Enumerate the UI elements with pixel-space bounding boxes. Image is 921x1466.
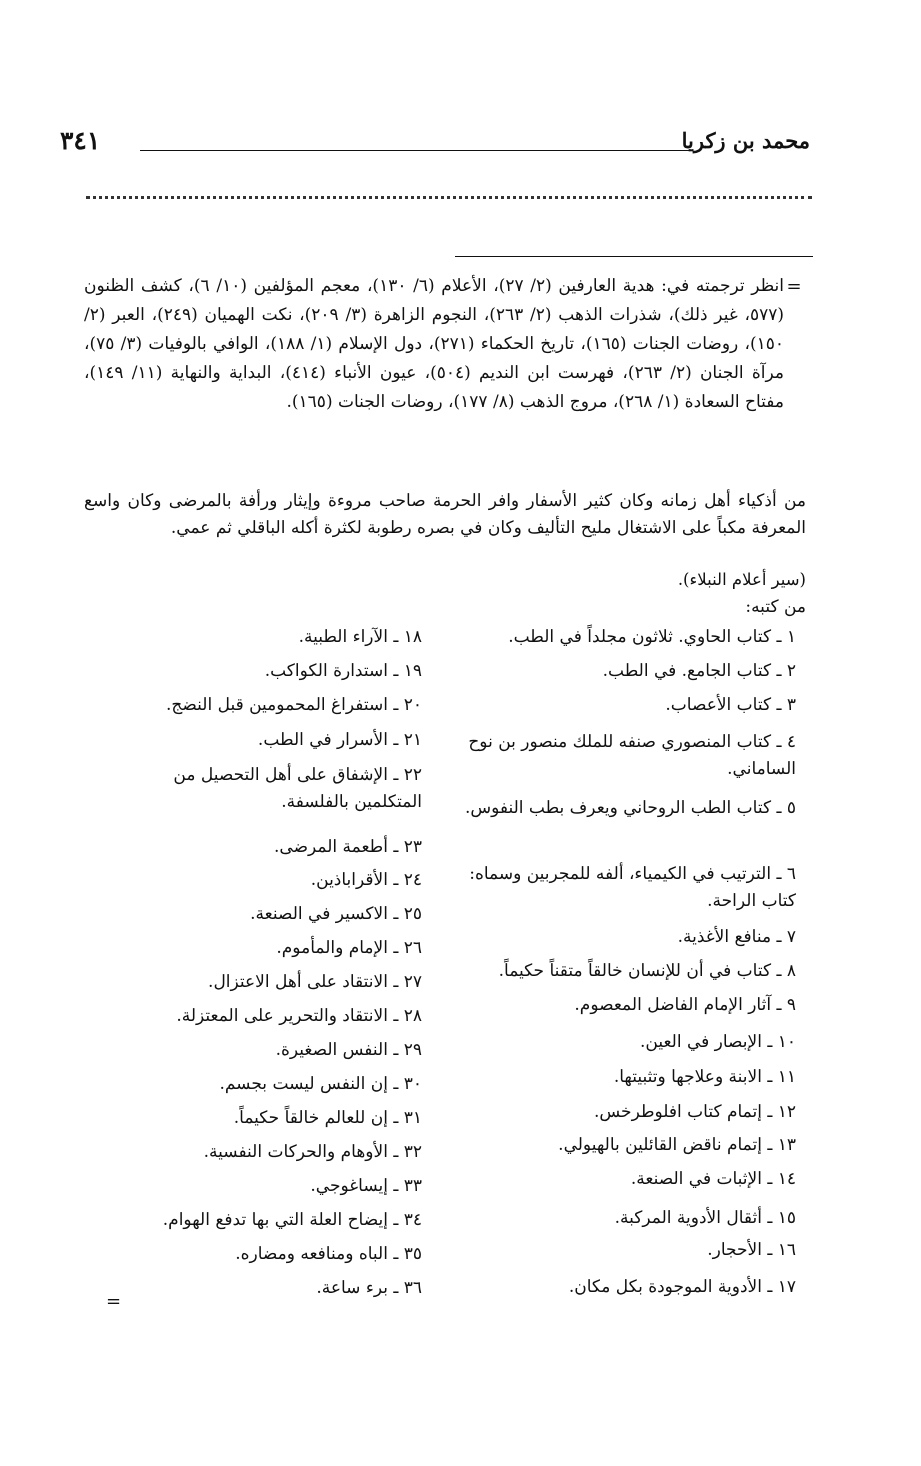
list-item: ٣٤ ـ إيضاح العلة التي بها تدفع الهوام. bbox=[162, 1210, 422, 1230]
list-item: ٢٣ ـ أطعمة المرضى. bbox=[274, 837, 422, 857]
list-item: ١٥ ـ أثقال الأدوية المركبة. bbox=[614, 1208, 796, 1228]
list-item: ٣٦ ـ برء ساعة. bbox=[316, 1278, 422, 1298]
list-item: ٩ ـ آثار الإمام الفاضل المعصوم. bbox=[574, 995, 796, 1015]
list-item: ٢١ ـ الأسرار في الطب. bbox=[257, 730, 422, 750]
list-item: ٨ ـ كتاب في أن للإنسان خالقاً متقناً حكيماً. bbox=[498, 961, 796, 981]
list-item: ٣١ ـ إن للعالم خالقاً حكيماً. bbox=[233, 1108, 422, 1128]
list-item: ١٢ ـ إتمام كتاب افلوطرخس. bbox=[593, 1102, 796, 1122]
list-item: ١١ ـ الابنة وعلاجها وتثبيتها. bbox=[613, 1067, 796, 1087]
list-item: ١٧ ـ الأدوية الموجودة بكل مكان. bbox=[568, 1277, 796, 1297]
running-header bbox=[60, 128, 810, 168]
list-item: ٢٩ ـ النفس الصغيرة. bbox=[275, 1040, 422, 1060]
list-item: ٢٨ ـ الانتقاد والتحرير على المعتزلة. bbox=[176, 1006, 422, 1026]
list-item: ٣٣ ـ إيساغوجي. bbox=[310, 1176, 422, 1196]
list-item: ١٦ ـ الأحجار. bbox=[707, 1240, 796, 1260]
footnote-references: انظر ترجمته في: هدية العارفين (٢/ ٢٧)، الأعلام (٦/ ١٣٠)، معجم المؤلفين (١٠/ ٦)، كشف الظنون (٥٧٧، غير ذلك)، شذرات الذهب (٢/ ٢٦٣)، النجوم الزاهرة (٣/ ٢٠٩)، نكت الهميان (٢٤٩)، العبر (٢/ ١٥٠)، روضات الجنات (١٦٥)، تاريخ الحكماء (٢٧١)، دول الإسلام (١/ ١٨٨)، الوافي بالوفيات (٣/ ٧٥)، مرآة الجنان (٢/ ٢٦٣)، فهرست ابن النديم (٥٠٤)، عيون الأنباء (٤١٤)، البداية والنهاية (١١/ ١٤٩)، مفتاح السعادة (١/ ٢٦٨)، مروج الذهب (٨/ ١٧٧)، روضات الجنات (١٦٥). bbox=[84, 276, 785, 412]
header-rule bbox=[140, 150, 692, 151]
list-item: ٢٦ ـ الإمام والمأموم. bbox=[276, 938, 422, 958]
list-item: ٢٥ ـ الاكسير في الصنعة. bbox=[250, 904, 422, 924]
list-item: ٣٥ ـ الباه ومنافعه ومضاره. bbox=[235, 1244, 422, 1264]
list-item: ٣٠ ـ إن النفس ليست بجسم. bbox=[219, 1074, 422, 1094]
list-item: ٧ ـ منافع الأغذية. bbox=[677, 927, 796, 947]
footnote-biography: من أذكياء أهل زمانه وكان كثير الأسفار وافر الحرمة صاحب مروءة وإيثار ورأفة بالمرضى وكان واسع المعرفة مكباً على الاشتغال مليح التأليف وكان في بصره رطوبة لكثرة أكله الباقلي ثم عمي. bbox=[84, 491, 806, 538]
footnote-rule bbox=[455, 256, 813, 257]
list-item: ٢٧ ـ الانتقاد على أهل الاعتزال. bbox=[208, 972, 422, 992]
list-item: ١٨ ـ الآراء الطبية. bbox=[298, 627, 422, 647]
list-item: ٢٠ ـ استفراغ المحمومين قبل النضج. bbox=[166, 695, 422, 715]
list-item: ١٩ ـ استدارة الكواكب. bbox=[264, 661, 422, 681]
list-item: ٣ ـ كتاب الأعصاب. bbox=[665, 695, 796, 715]
biography-source: (سير أعلام النبلاء). bbox=[677, 570, 806, 589]
list-item: ١٤ ـ الإثبات في الصنعة. bbox=[630, 1169, 796, 1189]
list-item: ٤ ـ كتاب المنصوري صنفه للملك منصور بن نوح الساماني. bbox=[468, 732, 796, 779]
list-item: ٦ ـ الترتيب في الكيمياء، ألفه للمجربين وسماه: كتاب الراحة. bbox=[469, 864, 796, 911]
continuation-marker: = bbox=[106, 1291, 122, 1312]
list-item: ٥ ـ كتاب الطب الروحاني ويعرف بطب النفوس. bbox=[464, 798, 796, 818]
list-item: ٢٢ ـ الإشفاق على أهل التحصيل من المتكلمين بالفلسفة. bbox=[173, 765, 422, 812]
running-title: محمد بن زكريا bbox=[681, 128, 810, 153]
list-item: ٢٤ ـ الأقراباذين. bbox=[310, 870, 422, 890]
works-heading: من كتبه: bbox=[745, 597, 806, 617]
dotted-separator bbox=[86, 196, 812, 199]
footnote-continuation-marker: = bbox=[786, 276, 802, 297]
list-item: ٣٢ ـ الأوهام والحركات النفسية. bbox=[203, 1142, 422, 1162]
list-item: ١ ـ كتاب الحاوي. ثلاثون مجلداً في الطب. bbox=[508, 627, 796, 647]
list-item: ٢ ـ كتاب الجامع. في الطب. bbox=[602, 661, 796, 681]
list-item: ١٠ ـ الإبصار في العين. bbox=[639, 1032, 796, 1052]
list-item: ١٣ ـ إتمام ناقض القائلين بالهيولي. bbox=[558, 1135, 796, 1155]
page-number: ٣٤١ bbox=[60, 126, 101, 155]
